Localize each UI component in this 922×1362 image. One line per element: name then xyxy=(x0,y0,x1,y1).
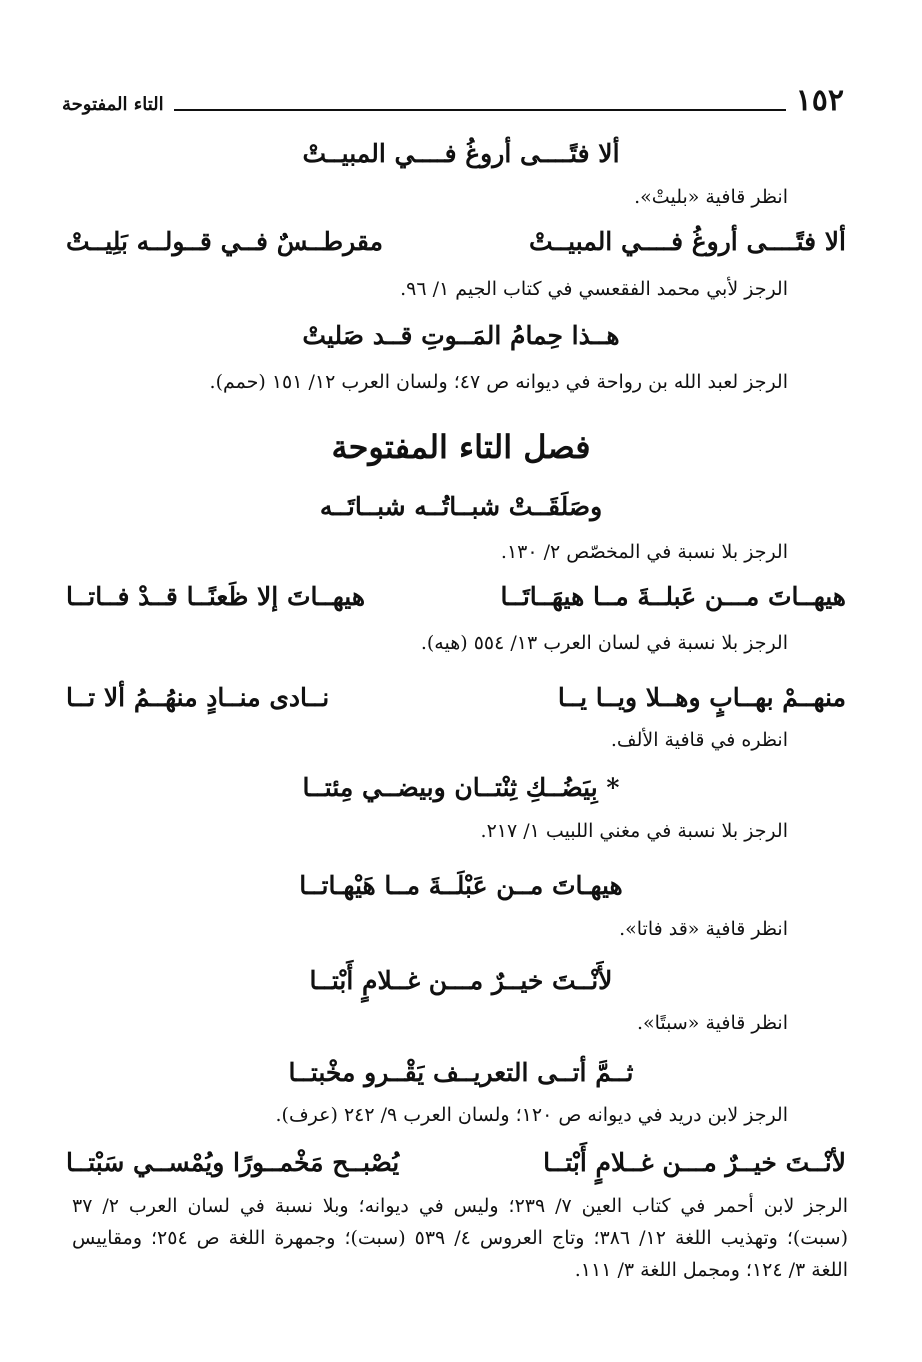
verse-line: ألا فتًــــى أروغُ فــــي المبيــتْ xyxy=(302,139,620,168)
couplet xyxy=(66,1143,846,1183)
verse-line: ثــمَّ أتــى التعريــف يَقْــرو مخْبتــا xyxy=(288,1058,634,1087)
verse-line: هيهـاتَ مــن عَبْلَــةَ مــا هَيْهـاتــا xyxy=(299,871,623,900)
citation-paragraph: الرجز لابن أحمر في كتاب العين ٧/ ٢٣٩؛ وليس في ديوانه؛ وبلا نسبة في لسان العرب ٢/ ٣٧ (سبت)؛ وتهذيب اللغة ١٢/ ٣٨٦؛ وتاج العروس ٤/ ٥٣٩ (سبت)؛ وجمهرة اللغة ص ٢٥٤؛ ومقاييس اللغة ٣/ ١٢٤؛ ومجمل اللغة ٣/ ١١١. xyxy=(72,1195,848,1281)
running-title: التاء المفتوحة xyxy=(62,94,164,115)
verse-line: هــذا حِمامُ المَــوتِ قــد صَليتْ xyxy=(302,321,620,350)
header-rule xyxy=(174,109,786,111)
hemistich-second: مقرطــسٌ فــي قــولــه بَلِيــتْ xyxy=(66,227,383,256)
hemistich-first: منهــمْ بهــابٍ وهــلا ويــا يــا xyxy=(557,683,846,712)
hemistich-first: ألا فتًــــى أروغُ فــــي المبيــتْ xyxy=(528,227,846,256)
section-title: فصل التاء المفتوحة xyxy=(331,428,591,466)
note-line: انظر قافية «بليتْ». xyxy=(634,186,788,208)
couplet xyxy=(66,577,846,617)
hemistich-first: هيهــاتَ مـــن عَبلــةَ مــا هيهَــاتَــا xyxy=(500,582,846,611)
note-line: الرجز بلا نسبة في المخصّص ٢/ ١٣٠. xyxy=(500,541,788,563)
note-line: الرجز بلا نسبة في مغني اللبيب ١/ ٢١٧. xyxy=(480,820,788,842)
page-number: ١٥٢ xyxy=(795,83,844,118)
verse-line: وصَلَقَــتْ شبــاتُــه شبــاتَــه xyxy=(319,492,603,521)
note-line: انظر قافية «سبتًا». xyxy=(636,1012,788,1034)
page-header xyxy=(62,78,844,118)
hemistich-second: يُصْبــح مَخْمــورًا ويُمْســي سَبْتــا xyxy=(66,1148,400,1177)
couplet xyxy=(66,222,846,262)
note-line: انظر قافية «قد فاتا». xyxy=(619,918,788,940)
verse-line: لأَنْــتَ خيــرٌ مـــن غــلامٍ أَبْتــا xyxy=(309,966,613,995)
note-line: الرجز لابن دريد في ديوانه ص ١٢٠؛ ولسان العرب ٩/ ٢٤٢ (عرف). xyxy=(275,1104,788,1126)
note-line: الرجز لأبي محمد الفقعسي في كتاب الجيم ١/ ٩٦. xyxy=(400,278,788,300)
note-line: الرجز لعبد الله بن رواحة في ديوانه ص ٤٧؛ ولسان العرب ١٢/ ١٥١ (حمم). xyxy=(209,371,788,393)
note-line: الرجز بلا نسبة في لسان العرب ١٣/ ٥٥٤ (هيه). xyxy=(420,632,788,654)
hemistich-first: لأنْــتَ خيــرٌ مـــن غــلامٍ أَبْتــا xyxy=(543,1148,846,1177)
hemistich-second: هيهــاتَ إلا ظَعنًــا قــدْ فــاتــا xyxy=(66,582,365,611)
hemistich-second: نــادى منــادٍ منهُــمُ ألا تــا xyxy=(66,683,330,712)
verse-line: * بِيَضُــكِ ثِنْتــان وبيضــي مِئتــا xyxy=(302,773,620,802)
note-line: انظره في قافية الألف. xyxy=(610,729,788,751)
couplet xyxy=(66,678,846,718)
